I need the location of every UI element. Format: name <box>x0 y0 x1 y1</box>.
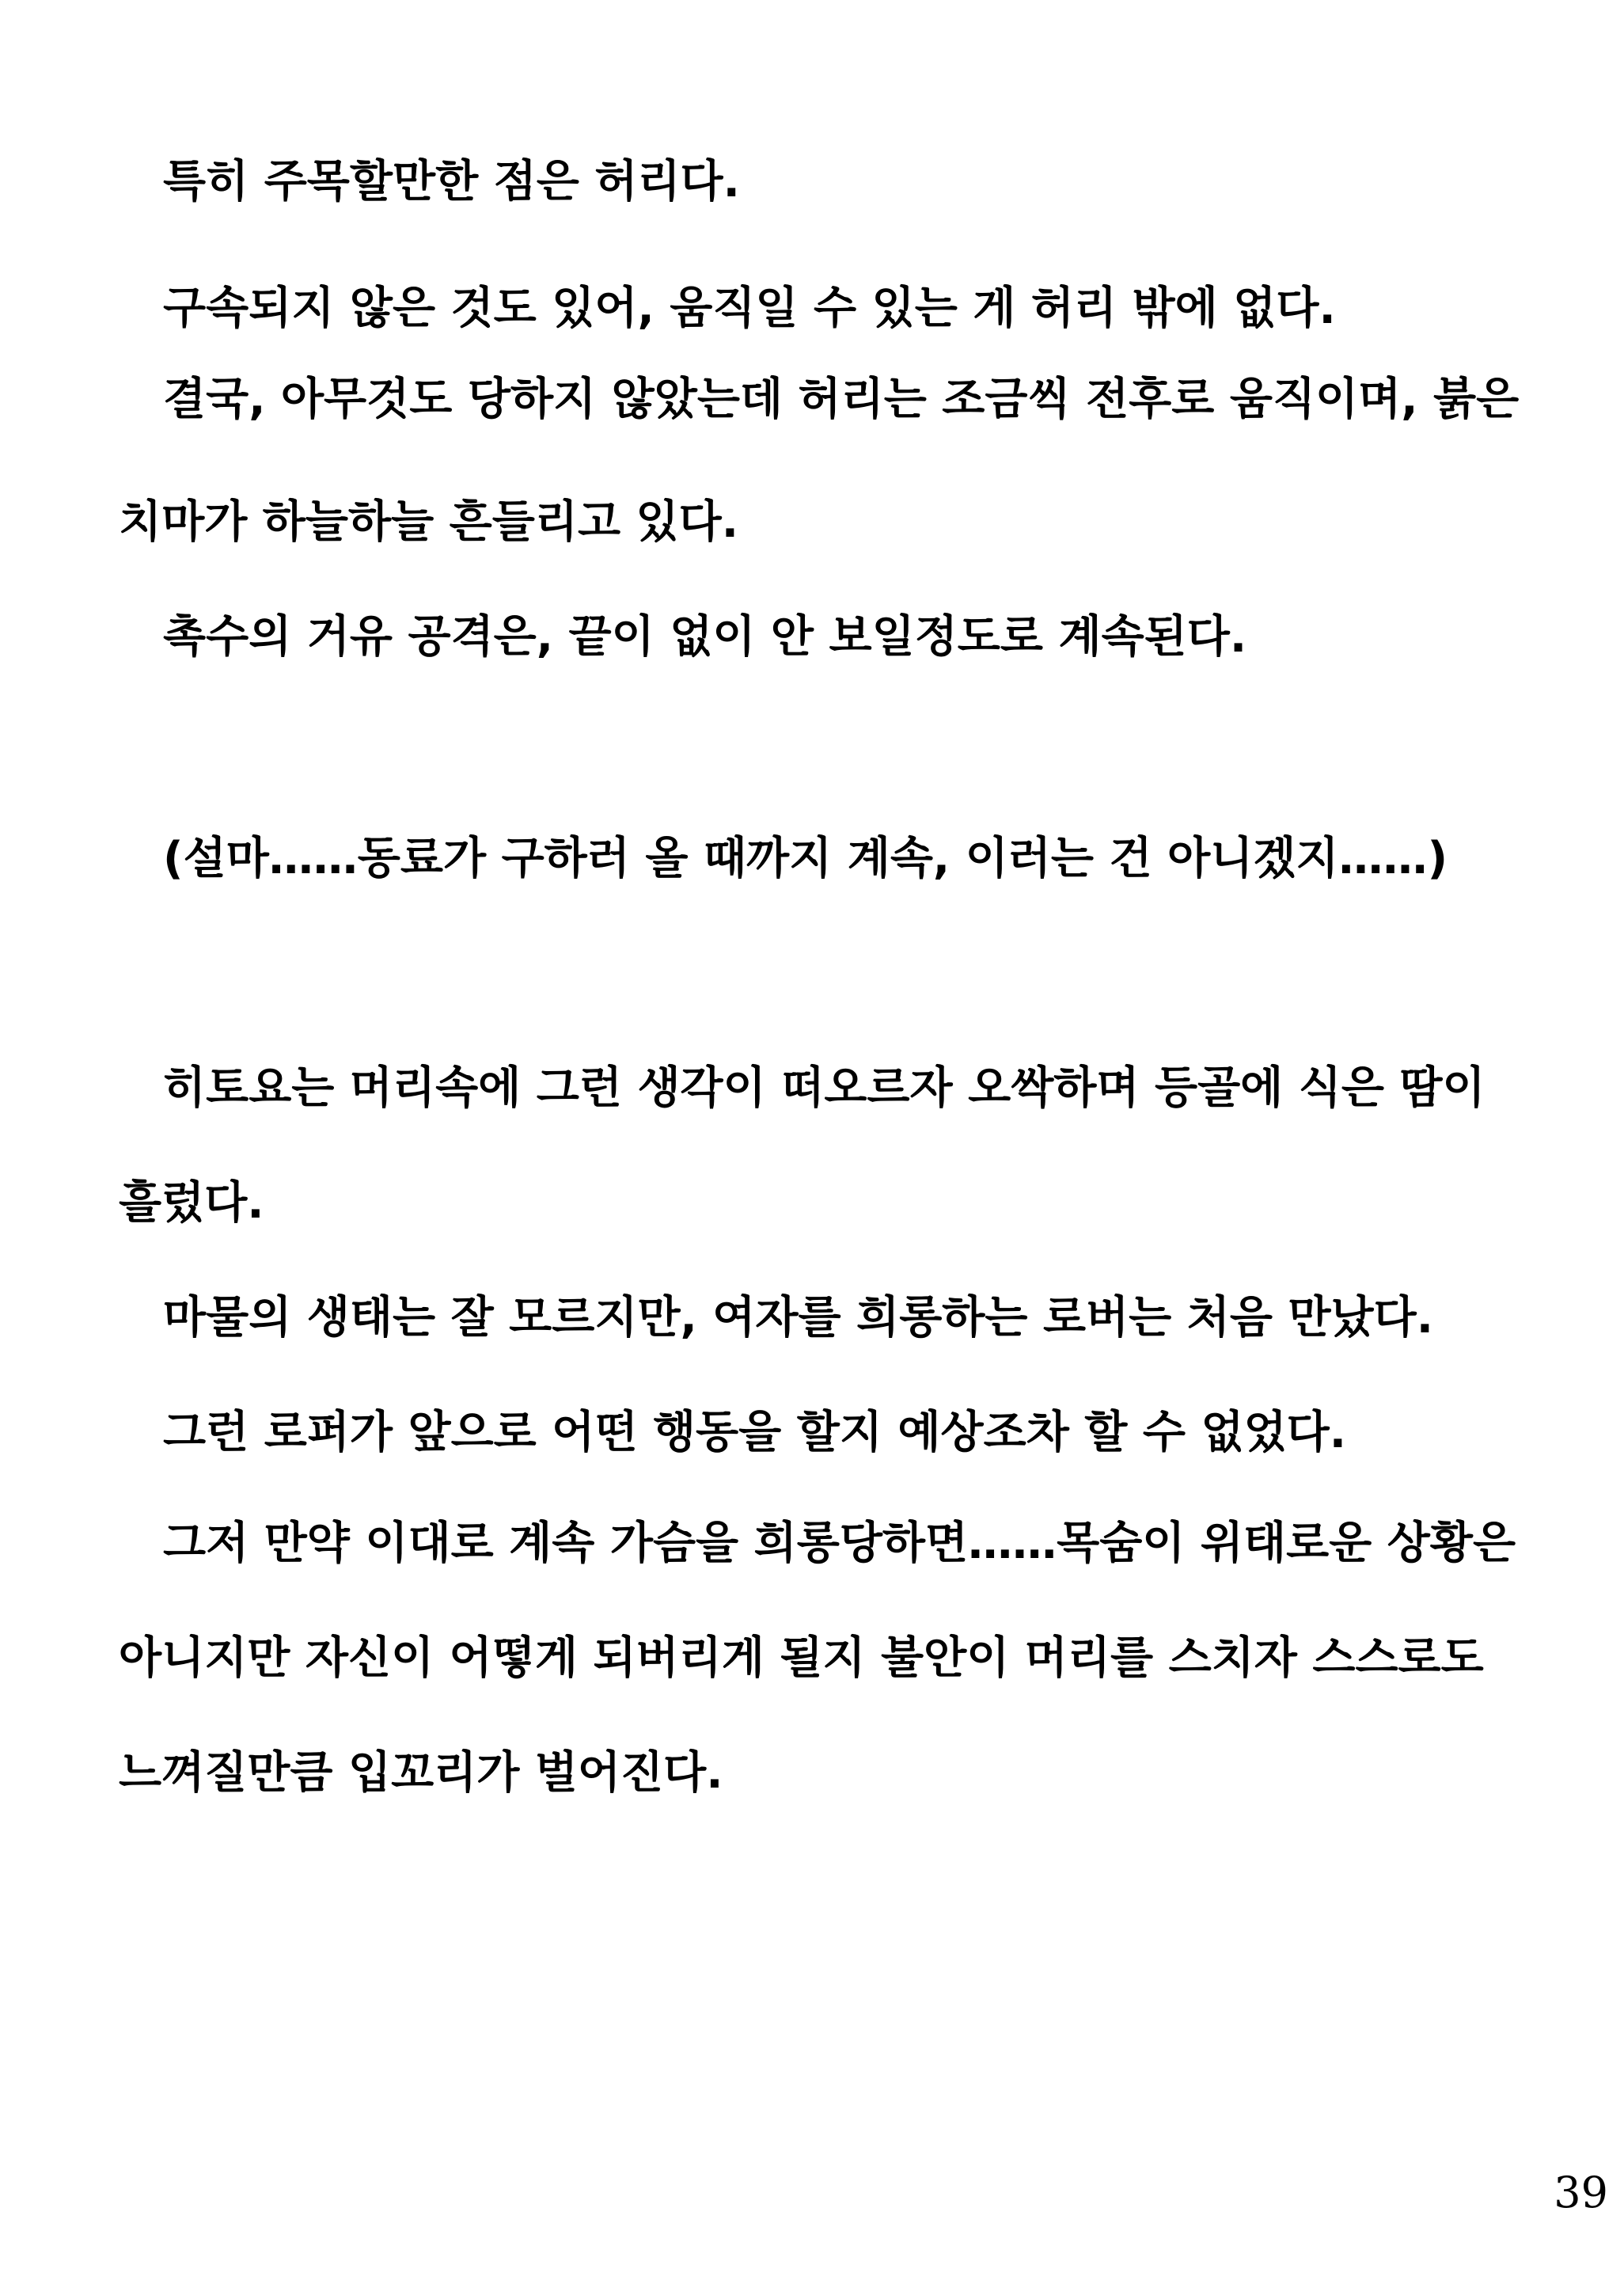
text-line-6: (설마……동료가 구하러 올 때까지 계속, 이러는 건 아니겠지……) <box>119 833 1448 884</box>
text-line-4: 치마가 하늘하늘 흔들리고 있다. <box>119 496 739 548</box>
text-line-2: 구속되지 않은 것도 있어, 움직일 수 있는 게 허리 밖에 없다. <box>119 283 1336 334</box>
text-line-7: 히토요는 머리속에 그런 생각이 떠오르자 오싹하며 등골에 식은 땀이 <box>119 1062 1486 1114</box>
text-line-3: 결국, 아무것도 당하지 않았는데 허리는 조금씩 전후로 움직이며, 붉은 <box>119 374 1520 425</box>
text-line-11: 그저 만약 이대로 계속 가슴을 희롱당하면……목숨이 위태로운 상황은 <box>119 1518 1516 1569</box>
text-line-9: 마물의 생태는 잘 모르지만, 여자를 희롱하는 로버는 처음 만났다. <box>119 1292 1434 1343</box>
text-line-12: 아니지만 자신이 어떻게 되버리게 될지 불안이 머리를 스치자 스스로도 <box>119 1632 1484 1684</box>
text-line-10: 그런 로퍼가 앞으로 어떤 행동을 할지 예상조차 할 수 없었다. <box>119 1407 1347 1458</box>
text-line-1: 특히 주목할만한 점은 허리다. <box>119 156 740 207</box>
text-line-5: 촉수의 거유 공격은, 끝이 없이 안 보일정도로 계속된다. <box>119 611 1247 663</box>
text-line-13: 느껴질만큼 입꼬리가 벌어진다. <box>119 1747 723 1799</box>
text-line-8: 흘렀다. <box>119 1177 264 1229</box>
page-number: 39 <box>1554 2168 1608 2217</box>
